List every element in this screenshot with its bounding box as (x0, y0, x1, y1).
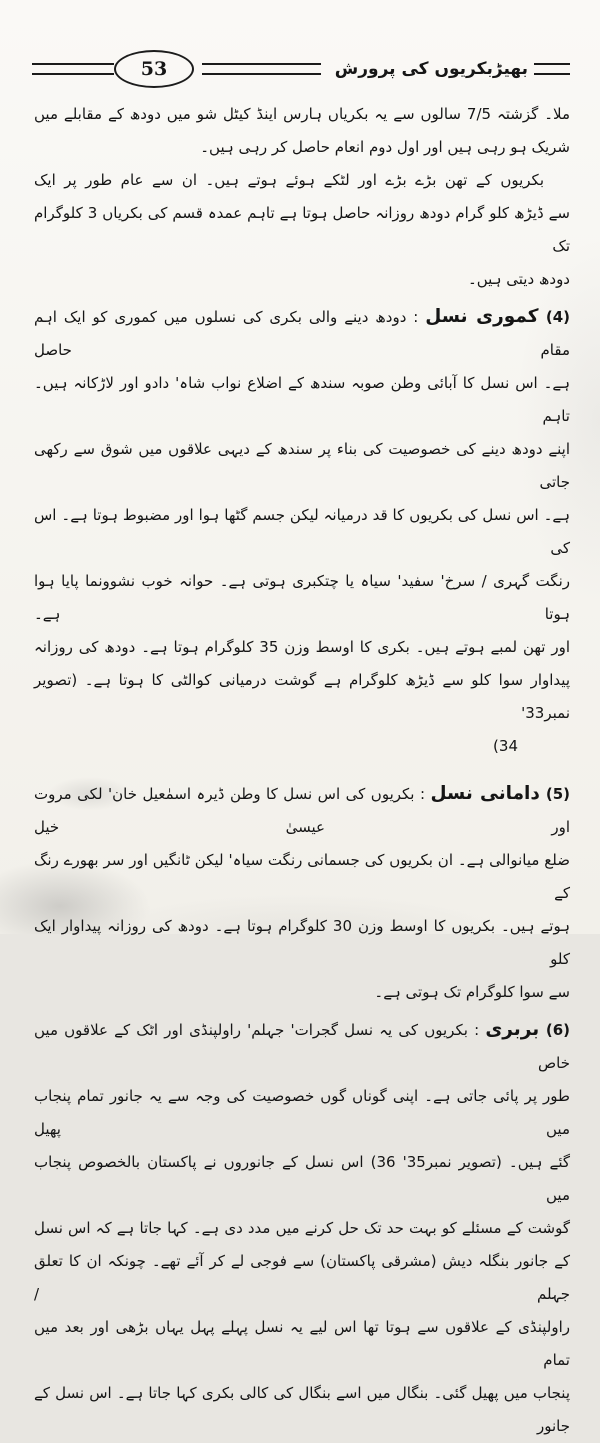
text-line: (34 (493, 737, 518, 755)
text-line: ہے۔ اس نسل کی بکریوں کا قد درمیانہ لیکن جسم گٹھا ہوا اور مضبوط ہوتا ہے۔ اس کی (34, 506, 570, 557)
text-line: ہوتے ہیں۔ بکریوں کا اوسط وزن 30 کلوگرام ہوتا ہے۔ دودھ کی روزانہ پیداوار ایک کلو (34, 917, 570, 968)
breed-number: (5) (539, 785, 570, 803)
text-line: شریک ہو رہی ہیں اور اول دوم انعام حاصل کر رہی ہیں۔ (200, 138, 570, 156)
text-line: سے سوا کلوگرام تک ہوتی ہے۔ (374, 983, 570, 1001)
text-line: اپنے دودھ دینے کی خصوصیت کی بناء پر سندھ کے دیہی علاقوں میں شوق سے رکھی جاتی (34, 440, 570, 491)
page-number: 53 (140, 58, 168, 80)
breed-number: (6) (539, 1021, 570, 1039)
text-line: راولپنڈی کے علاقوں سے ہوتا تھا اس لیے یہ نسل پہلے پہل یہاں بڑھی اور بعد میں تمام (34, 1318, 570, 1369)
breed-heading-line (34, 777, 570, 844)
text-line: پنجاب میں پھیل گئی۔ بنگال میں اسے بنگال کی کالی بکری کہا جاتا ہے۔ اس نسل کے جانور (34, 1384, 570, 1435)
breed-heading: کموری نسل (425, 306, 539, 327)
breed-heading: بربری (485, 1019, 540, 1040)
text-line: پیداوار سوا کلو سے ڈیڑھ کلوگرام ہے گوشت درمیانی کوالٹی کا ہوتا ہے۔ (تصویر نمبر33' (34, 671, 570, 722)
breed-number: (4) (538, 308, 571, 326)
page-header (0, 0, 600, 88)
text-line: سے ڈیڑھ کلو گرام دودھ روزانہ حاصل ہوتا ہے تاہم عمدہ قسم کی بکریاں 3 کلوگرام تک (34, 204, 570, 255)
text-line: اور تھن لمبے ہوتے ہیں۔ بکری کا اوسط وزن 35 کلوگرام ہوتا ہے۔ دودھ کی روزانہ (34, 638, 570, 656)
breed-heading-line (34, 1013, 570, 1080)
page-body (0, 88, 600, 1443)
page-number-badge (114, 50, 194, 88)
text-line: گئے ہیں۔ (تصویر نمبر35' 36) اس نسل کے جانوروں نے پاکستان بالخصوص پنجاب میں (34, 1153, 570, 1204)
text-line: رنگت گہری / سرخ' سفید' سیاہ یا چتکبری ہوتی ہے۔ حوانہ خوب نشوونما پایا ہوا ہوتا ہے۔ (34, 572, 570, 623)
text-line: ملا۔ گزشتہ 7/5 سالوں سے یہ بکریاں ہارس اینڈ کیٹل شو میں دودھ کے مقابلے میں (34, 105, 570, 123)
breed-paragraph-text: : بکریوں کی یہ نسل گجرات' جہلم' راولپنڈی اور اٹک کے علاقوں میں خاص (34, 1021, 570, 1072)
text-line: گوشت کے مسئلے کو بہت حد تک حل کرنے میں مدد دی ہے۔ کہا جاتا ہے کہ اس نسل (34, 1219, 570, 1237)
breed-paragraph-text: : دودھ دینے والی بکری کی نسلوں میں کموری کو ایک اہم مقام حاصل (34, 308, 570, 359)
double-rule-left (32, 63, 114, 75)
double-rule-middle (202, 63, 321, 75)
book-title: بھیڑبکریوں کی پرورش (334, 59, 528, 79)
breed-heading: دامانی نسل (430, 783, 540, 804)
breed-paragraph-text: : بکریوں کی اس نسل کا وطن ڈیرہ اسمٰعیل خان' لکی مروت اور عیسیٰ خیل (34, 785, 570, 836)
text-line: کے جانور بنگلہ دیش (مشرقی پاکستان) سے فوجی لے کر آئے تھے۔ چونکہ ان کا تعلق جہلم / (34, 1252, 570, 1303)
text-line: ہے۔ اس نسل کا آبائی وطن صوبہ سندھ کے اضلاع نواب شاہ' دادو اور لاڑکانہ ہیں۔ تاہم (34, 374, 570, 425)
text-line: طور پر پائی جاتی ہے۔ اپنی گوناں گوں خصوصیت کی وجہ سے یہ جانور تمام پنجاب میں پھیل (34, 1087, 570, 1138)
text-line: دودھ دیتی ہیں۔ (467, 270, 570, 288)
double-rule-right (534, 63, 570, 75)
breed-heading-line (34, 300, 570, 367)
text-line: بکریوں کے تھن بڑے بڑے اور لٹکے ہوئے ہوتے ہیں۔ ان سے عام طور پر ایک (34, 171, 544, 189)
text-line: ضلع میانوالی ہے۔ ان بکریوں کی جسمانی رنگت سیاہ' لیکن ٹانگیں اور سر بھورے رنگ کے (34, 851, 570, 902)
